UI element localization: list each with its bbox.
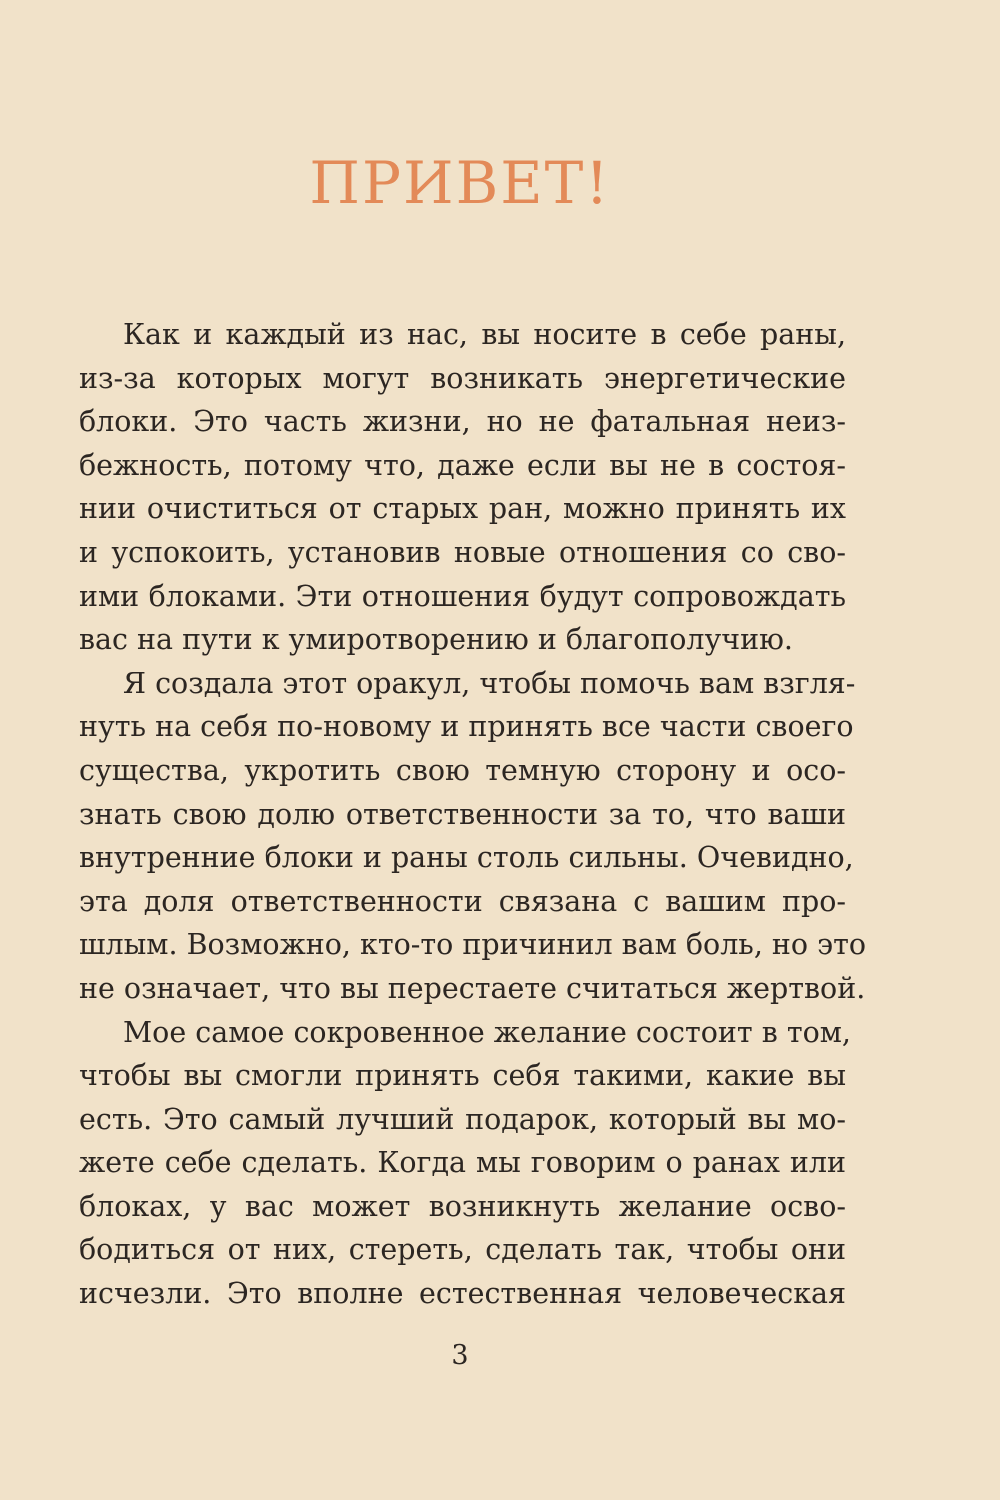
text-line: знать свою долю ответственности за то, что ваши — [79, 797, 846, 831]
text-line: блоках, у вас может возникнуть желание осво- — [79, 1189, 846, 1223]
text-line: бодиться от них, стереть, сделать так, чтобы они — [79, 1233, 846, 1267]
text-line: и успокоить, установив новые отношения со сво- — [79, 535, 846, 569]
text-line: есть. Это самый лучший подарок, который вы мо- — [79, 1102, 846, 1136]
text-line: чтобы вы смогли принять себя такими, какие вы — [79, 1059, 846, 1093]
text-line: существа, укротить свою темную сторону и осо- — [79, 753, 846, 787]
text-line: нуть на себя по-новому и принять все части своего — [79, 710, 854, 744]
text-line: исчезли. Это вполне естественная человеческая — [79, 1277, 846, 1311]
page-title: ПРИВЕТ! — [309, 149, 611, 217]
text-line: ими блоками. Эти отношения будут сопровождать — [79, 579, 846, 613]
text-line: нии очиститься от старых ран, можно принять их — [79, 492, 846, 526]
text-line: Как и каждый из нас, вы носите в себе раны, — [123, 318, 846, 351]
body-text — [79, 313, 867, 1316]
text-line: из-за которых могут возникать энергетические — [79, 361, 846, 395]
text-line: жете себе сделать. Когда мы говорим о ранах или — [79, 1146, 846, 1180]
page-number: 3 — [451, 1340, 469, 1371]
text-line: вас на пути к умиротворению и благополучию. — [79, 623, 793, 657]
text-line: Мое самое сокровенное желание состоит в том, — [123, 1015, 851, 1049]
text-line: внутренние блоки и раны столь сильны. Очевидно, — [79, 841, 854, 875]
text-line: шлым. Возможно, кто-то причинил вам боль, но это — [79, 928, 867, 962]
text-line: бежность, потому что, даже если вы не в состоя- — [79, 448, 846, 482]
text-line: Я создала этот оракул, чтобы помочь вам взгля- — [123, 666, 856, 700]
text-line: эта доля ответственности связана с вашим про- — [79, 884, 846, 918]
text-line: не означает, что вы перестаете считаться жертвой. — [79, 971, 866, 1005]
text-line: блоки. Это часть жизни, но не фатальная неиз- — [79, 405, 846, 439]
